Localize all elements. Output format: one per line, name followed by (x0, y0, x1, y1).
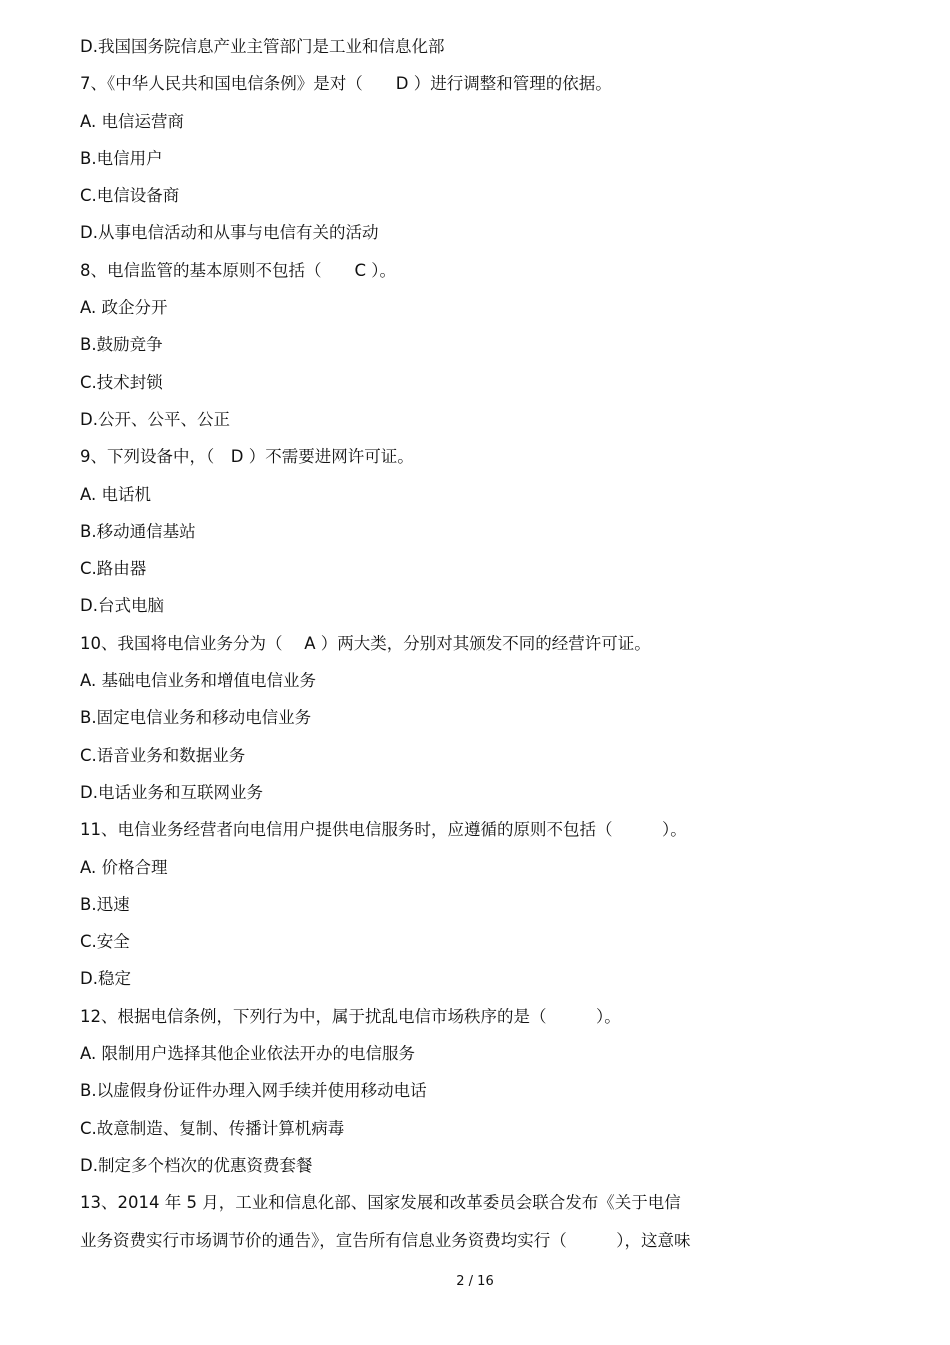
text-line: A. 电话机 (80, 484, 151, 504)
text-line: B.以虚假身份证件办理入网手续并使用移动电话 (80, 1081, 427, 1101)
text-line: B.迅速 (80, 894, 130, 914)
text-line: D.公开、公平、公正 (80, 409, 230, 429)
text-line: C.安全 (80, 932, 130, 952)
text-line: A. 价格合理 (80, 857, 168, 877)
text-line: 12、根据电信条例，下列行为中，属于扰乱电信市场秩序的是（ ）。 (80, 1006, 621, 1026)
text-line: B.固定电信业务和移动电信业务 (80, 708, 312, 728)
text-line: B.电信用户 (80, 148, 163, 168)
text-line: D.从事电信活动和从事与电信有关的活动 (80, 223, 379, 243)
text-line: D.台式电脑 (80, 596, 164, 616)
page-number: 2 / 16 (456, 1274, 494, 1289)
text-line: C.技术封锁 (80, 372, 163, 392)
text-line: 9、下列设备中，（ D ）不需要进网许可证。 (80, 447, 414, 467)
text-line: C.故意制造、复制、传播计算机病毒 (80, 1118, 345, 1138)
text-line: 业务资费实行市场调节价的通告》，宣告所有信息业务资费均实行（ ），这意味 (80, 1230, 691, 1250)
text-line: B.鼓励竞争 (80, 335, 163, 355)
text-line: C.语音业务和数据业务 (80, 745, 246, 765)
text-line: 7、《中华人民共和国电信条例》是对（ D ）进行调整和管理的依据。 (80, 74, 612, 94)
text-line: 13、2014 年 5 月，工业和信息化部、国家发展和改革委员会联合发布《关于电信 (80, 1193, 681, 1213)
text-line: 11、电信业务经营者向电信用户提供电信服务时，应遵循的原则不包括（ ）。 (80, 820, 687, 840)
text-line: D.制定多个档次的优惠资费套餐 (80, 1155, 313, 1175)
text-line: A. 限制用户选择其他企业依法开办的电信服务 (80, 1044, 415, 1064)
text-line: B.移动通信基站 (80, 521, 196, 541)
question-lines (80, 31, 780, 1262)
text-line: C.路由器 (80, 559, 147, 579)
text-line: A. 电信运营商 (80, 111, 184, 131)
text-line: 10、我国将电信业务分为（ A ）两大类，分别对其颁发不同的经营许可证。 (80, 633, 651, 653)
text-line: C.电信设备商 (80, 186, 180, 206)
text-line: A. 基础电信业务和增值电信业务 (80, 671, 316, 691)
text-line: D.我国国务院信息产业主管部门是工业和信息化部 (80, 37, 445, 56)
text-line: D.稳定 (80, 969, 131, 989)
text-line: 8、电信监管的基本原则不包括（ C ）。 (80, 260, 397, 280)
text-line: D.电话业务和互联网业务 (80, 782, 263, 802)
text-line: A. 政企分开 (80, 298, 168, 318)
